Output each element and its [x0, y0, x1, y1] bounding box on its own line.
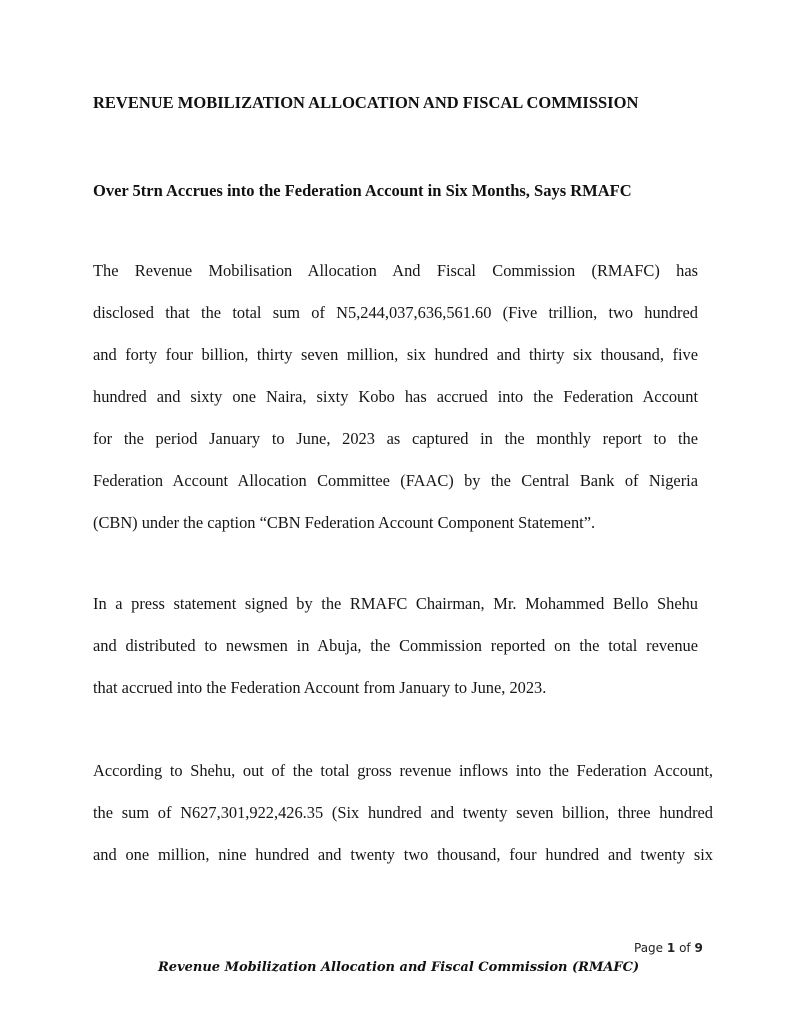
paragraph-line: the sum of N627,301,922,426.35 (Six hundred and twenty seven billion, three hundred	[93, 803, 713, 822]
paragraph-line: and forty four billion, thirty seven million, six hundred and thirty six thousand, five	[93, 345, 698, 364]
paragraph-1	[93, 260, 698, 554]
page-total: 9	[694, 941, 703, 955]
organization-heading: REVENUE MOBILIZATION ALLOCATION AND FISCAL COMMISSION	[93, 93, 639, 112]
paragraph-line: According to Shehu, out of the total gross revenue inflows into the Federation Account,	[93, 761, 713, 780]
paragraph-line: for the period January to June, 2023 as captured in the monthly report to the	[93, 429, 698, 448]
paragraph-line: that accrued into the Federation Account from January to June, 2023.	[93, 678, 547, 697]
paragraph-line: Federation Account Allocation Committee (FAAC) by the Central Bank of Nigeria	[93, 471, 698, 490]
paragraph-line: and distributed to newsmen in Abuja, the Commission reported on the total revenue	[93, 636, 698, 655]
paragraph-line: and one million, nine hundred and twenty two thousand, four hundred and twenty six	[93, 845, 713, 864]
paragraph-3	[93, 760, 713, 886]
page-label: Page	[634, 941, 664, 955]
article-title: Over 5trn Accrues into the Federation Account in Six Months, Says RMAFC	[93, 181, 632, 200]
paragraph-line: The Revenue Mobilisation Allocation And Fiscal Commission (RMAFC) has	[93, 261, 698, 280]
paragraph-line: (CBN) under the caption “CBN Federation Account Component Statement”.	[93, 513, 596, 532]
paragraph-line: hundred and sixty one Naira, sixty Kobo has accrued into the Federation Account	[93, 387, 698, 406]
paragraph-line: disclosed that the total sum of N5,244,037,636,561.60 (Five trillion, two hundred	[93, 303, 698, 322]
page-current: 1	[666, 941, 676, 955]
paragraph-2	[93, 593, 698, 719]
page-number	[634, 941, 703, 955]
footer-organization: Revenue Mobilization Allocation and Fiscal Commission (RMAFC)	[158, 960, 640, 975]
paragraph-line: In a press statement signed by the RMAFC Chairman, Mr. Mohammed Bello Shehu	[93, 594, 698, 613]
page-of-label: of	[679, 941, 691, 955]
